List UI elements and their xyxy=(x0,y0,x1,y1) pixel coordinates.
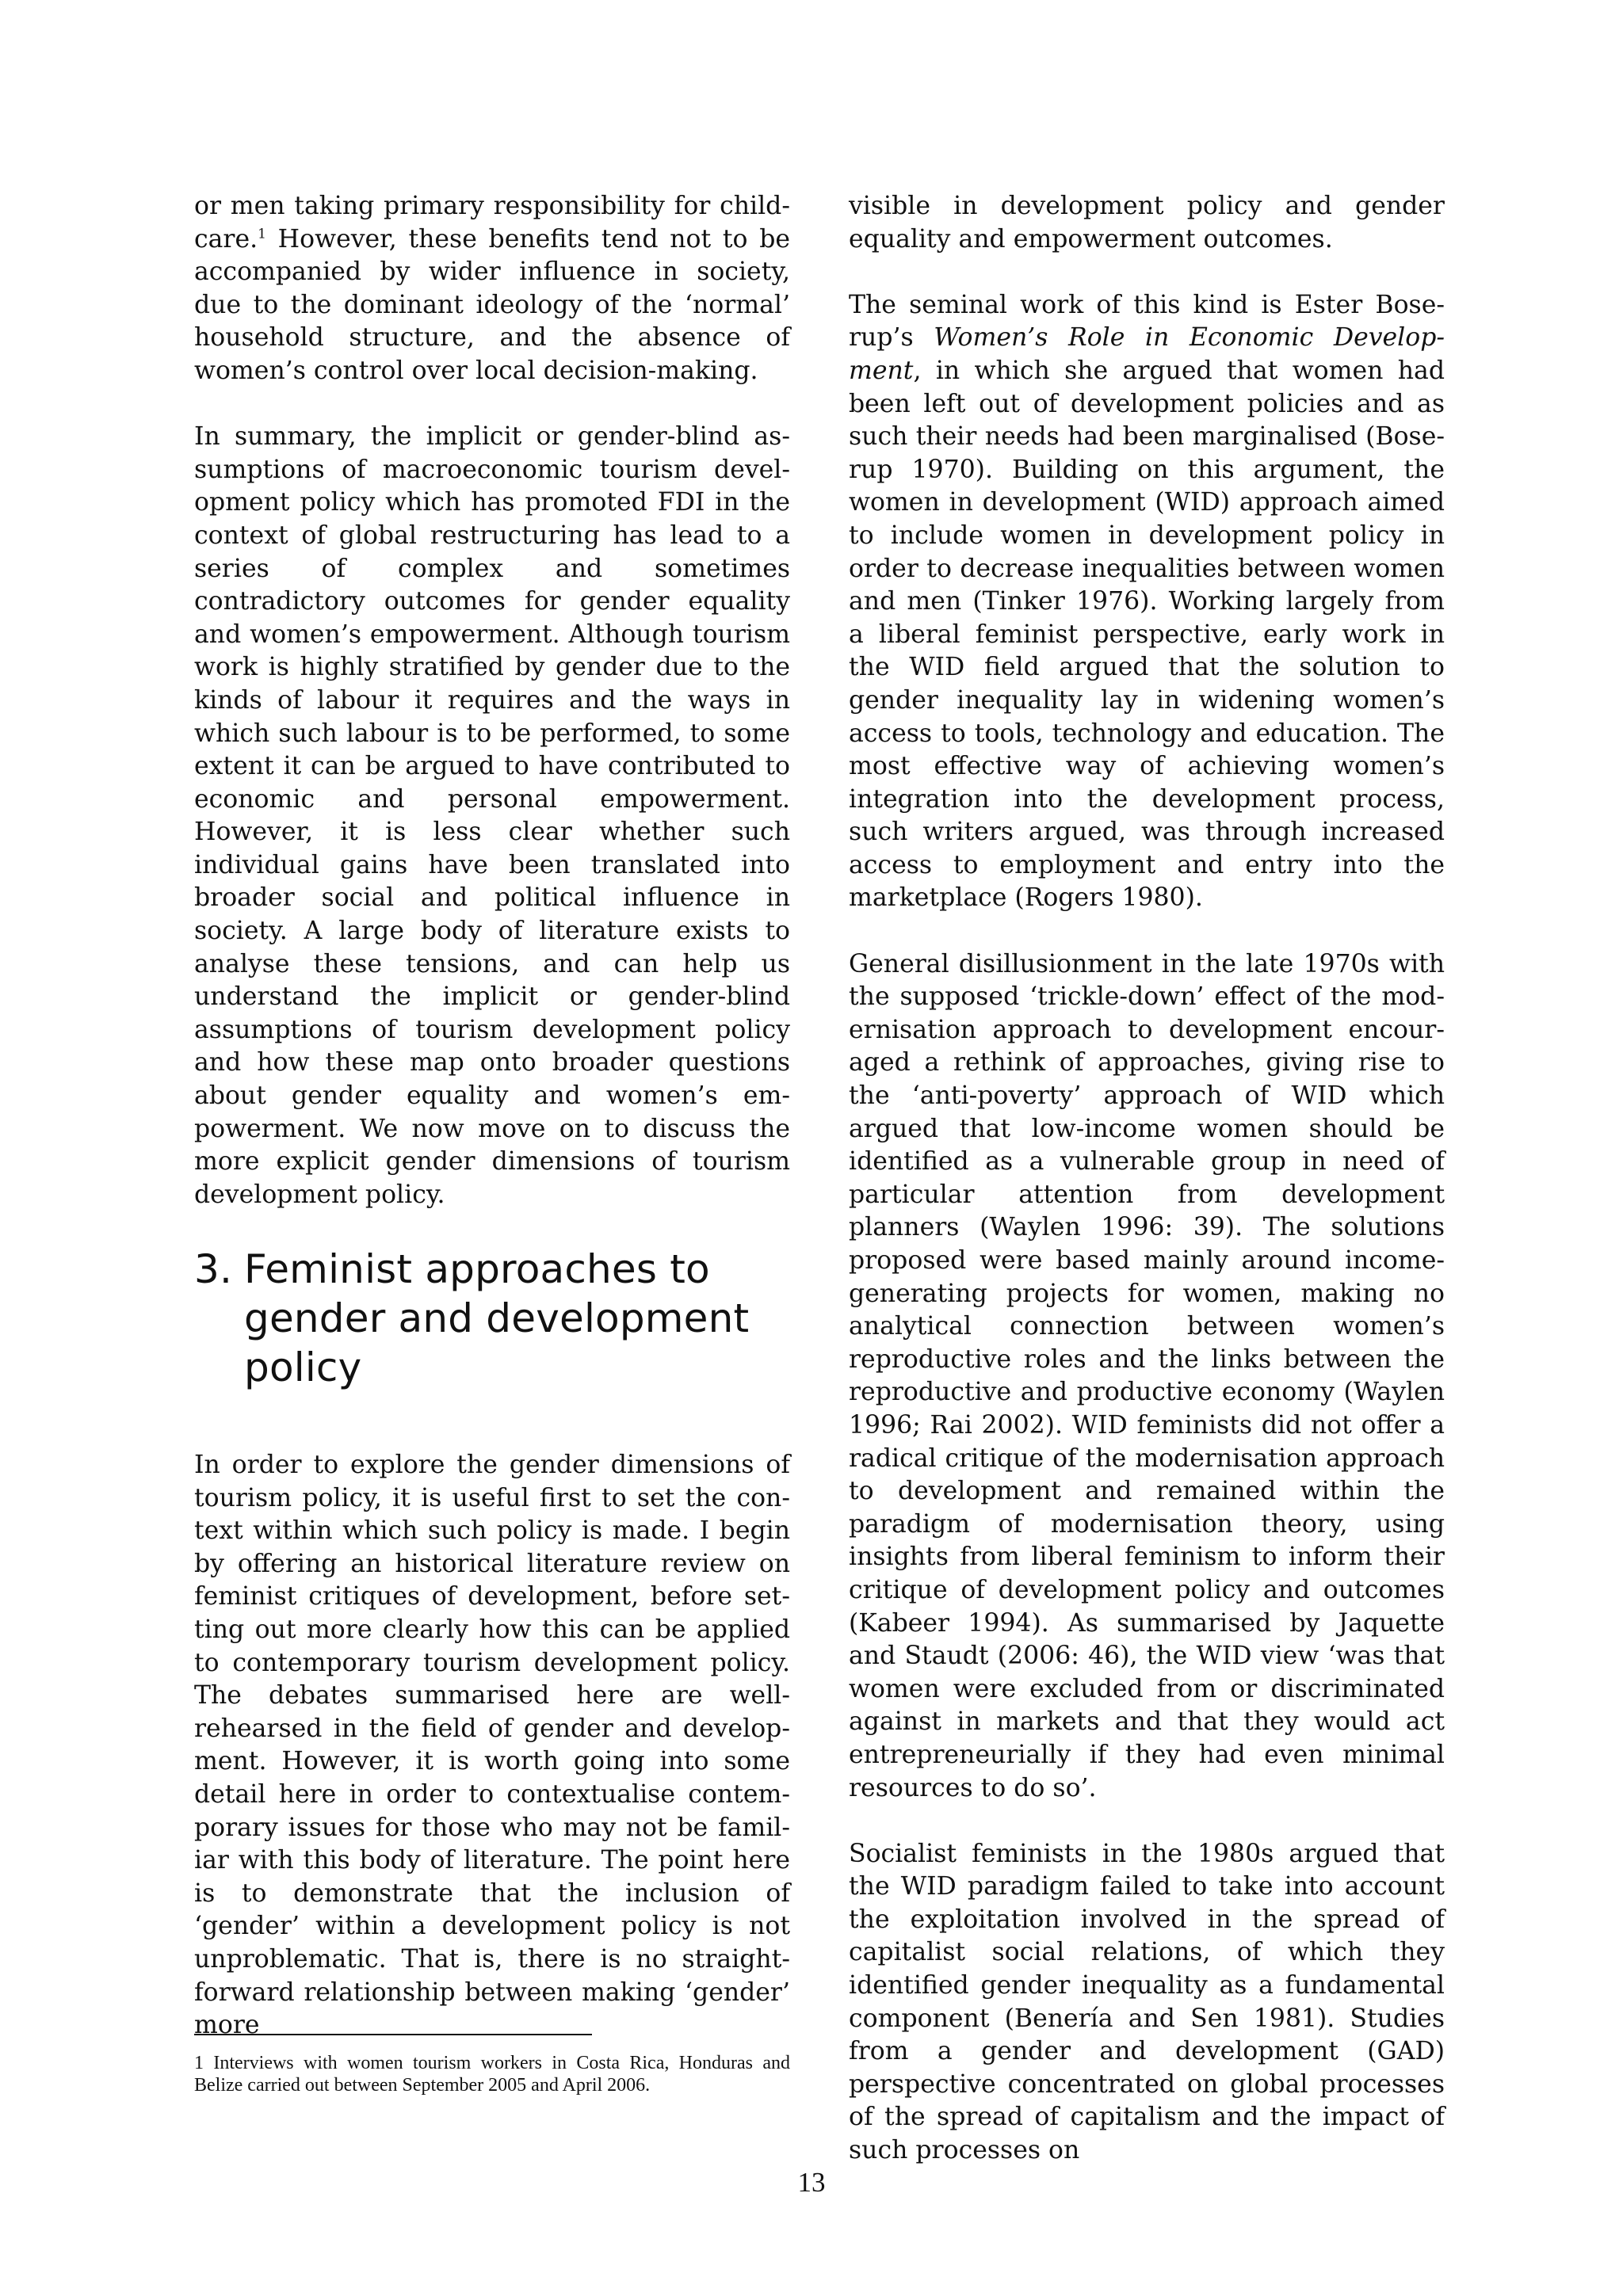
paragraph xyxy=(849,289,1445,915)
section-number: 3. xyxy=(194,1246,233,1292)
section-title: Feminist approaches to gender and development policy xyxy=(244,1246,750,1390)
paragraph-text: , in which she argued that women had been left out of development policies and as such their needs had been marginalised (Boserup 1970). Building on this argument, the women in development (WID) approach aimed to include women in development policy in order to decrease inequalities between women and men (Tinker 1976). Working largely from a liberal feminist perspective, early work in the WID field argued that the solution to gender inequality lay in widening women’s access to tools, technology and education. The most effective way of achieving women’s integration into the development process, such writers argued, was through increased access to employment and entry into the marketplace (Rogers 1980). xyxy=(849,356,1445,913)
paragraph: In order to explore the gender dimensions of tourism policy, it is useful first to set the context within which such policy is made. I begin by offering an historical literature review on feminist critiques of development, before setting out more clearly how this can be applied to contemporary tourism development policy. The debates summarised here are well-rehearsed in the field of gender and development. However, it is worth going into some detail here in order to contextualise contemporary issues for those who may not be familiar with this body of literature. The point here is to demonstrate that the inclusion of ‘gender’ within a development policy is not unproblematic. That is, there is no straight-forward relationship between making ‘gender’ more xyxy=(194,1451,790,2040)
paragraph-text: The seminal work of this kind is Ester Boserup’s xyxy=(849,290,1445,353)
paragraph: General disillusionment in the late 1970s with the supposed ‘trickle-down’ effect of the modernisation approach to development encouraged a rethink of approaches, giving rise to the ‘anti-poverty’ approach of WID which argued that low-income women should be identified as a vulnerable group in need of particular attention from development planners (Waylen 1996: 39). The solutions proposed were based mainly around income-generating projects for women, making no analytical connection between women’s reproductive roles and the links between the reproductive and productive economy (Waylen 1996; Rai 2002). WID feminists did not offer a radical critique of the modernisation approach to development and remained within the paradigm of modernisation theory, using insights from liberal feminism to inform their critique of development policy and outcomes (Kabeer 1994). As summarised by Jaquette and Staudt (2006: 46), the WID view ‘was that women were excluded from or discriminated against in markets and that they would act entrepreneurially if they had even minimal resources to do so’. xyxy=(849,949,1445,1802)
paragraph-text: or men taking primary responsibility for childcare. xyxy=(194,192,790,254)
section-heading xyxy=(194,1245,790,1392)
book-title: Women’s Role in Economic Development xyxy=(849,323,1445,385)
page-number: 13 xyxy=(797,2167,826,2198)
footnote-marker: 1 xyxy=(258,226,266,242)
paragraph xyxy=(194,190,790,388)
left-column xyxy=(194,190,790,2042)
paragraph: Socialist feminists in the 1980s argued that the WID paradigm failed to take into account the exploitation involved in the spread of capitalist social relations, of which they identified gender inequality as a fundamental component (Benería and Sen 1981). Studies from a gender and development (GAD) perspective concentrated on global processes of the spread of capitalism and the impact of such processes on xyxy=(849,1839,1445,2165)
right-column xyxy=(849,190,1445,2168)
paragraph: visible in development policy and gender equality and empowerment outcomes. xyxy=(849,192,1445,254)
paragraph-text: However, these benefits tend not to be accompanied by wider influence in society, due to the dominant ideology of the ‘normal’ household structure, and the absence of women’s control over local decision-making. xyxy=(194,224,790,385)
footnote-divider xyxy=(194,2034,592,2035)
paragraph: In summary, the implicit or gender-blind assumptions of macroeconomic tourism development policy which has promoted FDI in the context of global restructuring has lead to a series of complex and sometimes contradictory outcomes for gender equality and women’s empowerment. Although tourism work is highly stratified by gender due to the kinds of labour it requires and the ways in which such labour is to be performed, to some extent it can be argued to have contributed to economic and personal empowerment. However, it is less clear whether such individual gains have been translated into broader social and political influence in society. A large body of literature exists to analyse these tensions, and can help us understand the implicit or gender-blind assumptions of tourism development policy and how these map onto broader questions about gender equality and women’s empowerment. We now move on to discuss the more explicit gender dimensions of tourism development policy. xyxy=(194,422,790,1209)
footnote: 1 Interviews with women tourism workers in Costa Rica, Honduras and Belize carried out between September 2005 and April 2006. xyxy=(194,2053,790,2096)
